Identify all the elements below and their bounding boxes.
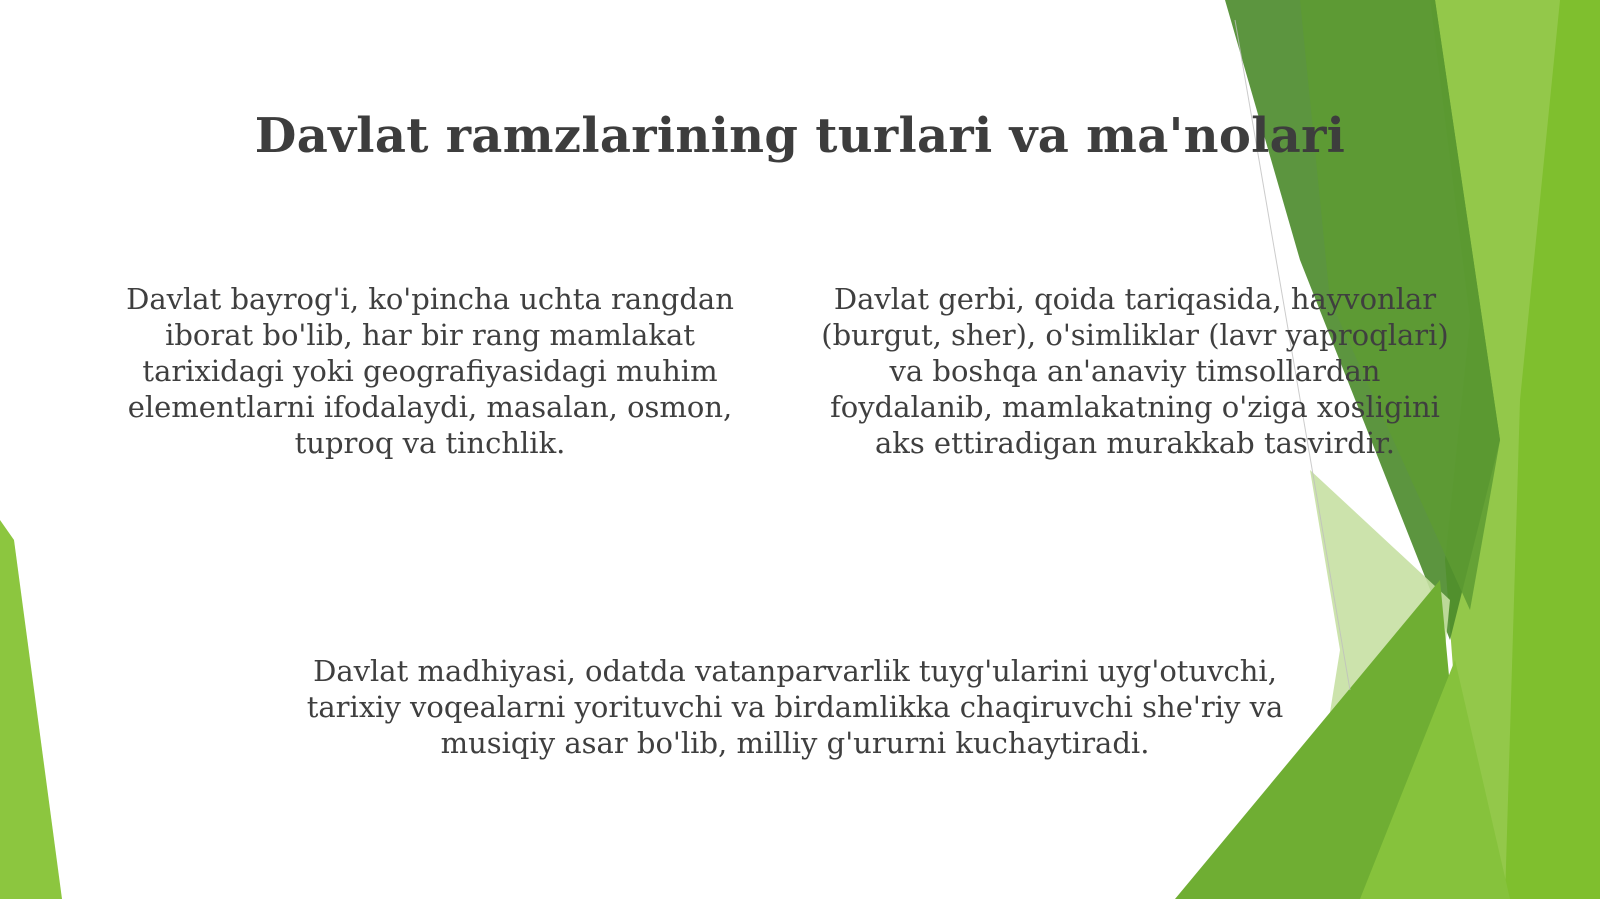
anthem-description: Davlat madhiyasi, odatda vatanparvarlik tuyg'ularini uyg'otuvchi, tarixiy voqealarni yorituvchi va birdamlikka chaqiruvchi she'riy va musiqiy asar bo'lib, milliy g'ururni kuchaytiradi.	[306, 654, 1284, 760]
flag-description: Davlat bayrog'i, ko'pincha uchta rangdan iborat bo'lib, har bir rang mamlakat tarixidagi yoki geografiyasidagi muhim elementlarni ifodalaydi, masalan, osmon, tuproq va tinchlik.	[126, 282, 734, 460]
left-green-shape	[0, 520, 62, 899]
coat-of-arms-description: Davlat gerbi, qoida tariqasida, hayvonlar (burgut, sher), o'simliklar (lavr yaproqlari) va boshqa an'anaviy timsollardan foydalanib, mamlakatning o'ziga xosligini aks ettiradigan murakkab tasvirdir.	[821, 282, 1449, 460]
slide-title: Davlat ramzlarining turlari va ma'nolari	[254, 108, 1346, 164]
